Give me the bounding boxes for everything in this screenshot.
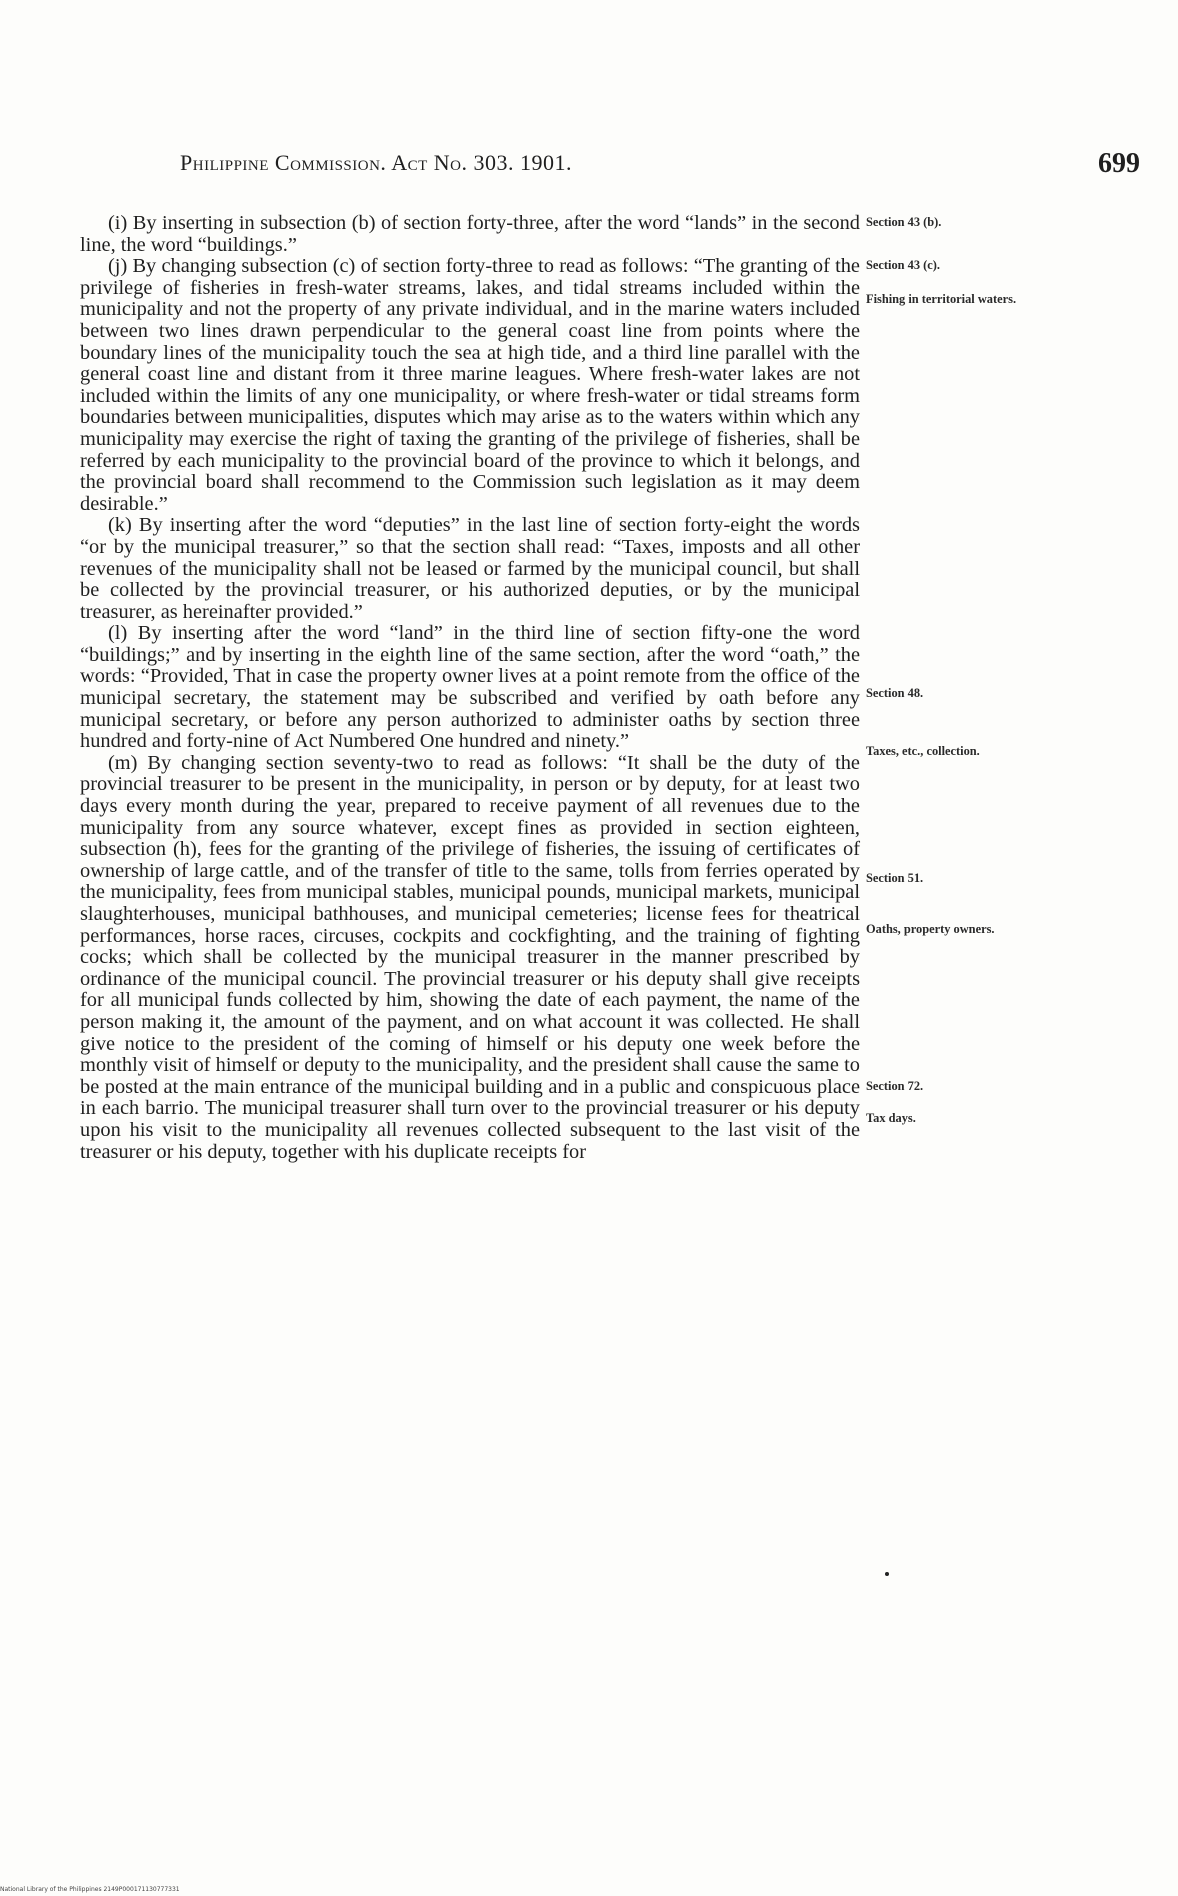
page-number: 699 <box>1098 148 1140 179</box>
footer-credit: National Library of the Philippines 2149P000171130777331 <box>0 1886 180 1893</box>
sidenote-section-48: Section 48. <box>866 686 924 700</box>
sidenote-oaths: Oaths, property owners. <box>866 922 995 936</box>
sidenote-section-72: Section 72. <box>866 1079 924 1093</box>
sidenote-taxes: Taxes, etc., collection. <box>866 744 980 758</box>
body-text <box>80 213 860 1163</box>
ink-dot <box>885 1572 889 1576</box>
page-header <box>180 150 1140 184</box>
sidenote-fishing: Fishing in territorial waters. <box>866 292 1017 306</box>
paragraph-i: (i) By inserting in subsection (b) of section forty-three, after the word “lands” in the second line, the word “buildings.” <box>80 212 860 256</box>
paragraph-k: (k) By inserting after the word “deputies” in the last line of section forty-eight the words “or by the municipal treasurer,” so that the section shall read: “Taxes, imposts and all other revenues of the municipality shall not be leased or farmed by the municipal council, but shall be collected by the provincial treasurer, or his authorized deputies, or by the municipal treasurer, as hereinafter provided.” <box>80 514 860 623</box>
paragraph-l: (l) By inserting after the word “land” in the third line of section fifty-one the word “buildings;” and by inserting in the eighth line of the same section, after the word “oath,” the words: “Provided, That in case the property owner lives at a point remote from the office of the municipal secretary, the statement may be subscribed and verified by oath before any municipal secretary, or before any person authorized to administer oaths by section three hundred and forty-nine of Act Numbered One hundred and ninety.” <box>80 622 860 753</box>
sidenote-section-43c: Section 43 (c). <box>866 258 940 272</box>
sidenote-section-51: Section 51. <box>866 871 924 885</box>
running-head: Philippine Commission. Act No. 303. 1901. <box>180 150 572 175</box>
paragraph-m: (m) By changing section seventy-two to read as follows: “It shall be the duty of the provincial treasurer to be present in the municipality, in person or by deputy, for at least two days every month during the year, prepared to receive payment of all revenues due to the municipality from any source whatever, except fines as provided in section eighteen, subsection (h), fees for the granting of the privilege of fisheries, the issuing of certificates of ownership of large cattle, and of the transfer of title to the same, tolls from ferries operated by the municipality, fees from municipal stables, municipal pounds, municipal markets, municipal slaughterhouses, municipal bathhouses, and municipal cemeteries; license fees for theatrical performances, horse races, circuses, cockpits and cockfighting, and the training of fighting cocks; which shall be collected by the municipal treasurer in the manner prescribed by ordinance of the municipal council. The provincial treasurer or his deputy shall give receipts for all municipal funds collected by him, showing the date of each payment, the name of the person making it, the amount of the payment, and on what account it was collected. He shall give notice to the president of the coming of himself or his deputy one week before the monthly visit of himself or deputy to the municipality, and the president shall cause the same to be posted at the main entrance of the municipal building and in a public and conspicuous place in each barrio. The municipal treasurer shall turn over to the provincial treasurer or his deputy upon his visit to the municipality all revenues collected subsequent to the last visit of the treasurer or his deputy, together with his duplicate receipts for <box>80 751 860 1163</box>
sidenote-section-43b: Section 43 (b). <box>866 215 942 229</box>
sidenote-tax-days: Tax days. <box>866 1111 916 1125</box>
paragraph-j: (j) By changing subsection (c) of section forty-three to read as follows: “The granting of the privilege of fisheries in fresh-water streams, lakes, and tidal streams included within the municipality and not the property of any private individual, and in the marine waters included between two lines drawn perpendicular to the general coast line from points where the boundary lines of the municipality touch the sea at high tide, and a third line parallel with the general coast line and distant from it three marine leagues. Where fresh-water lakes are not included within the limits of any one municipality, or where fresh-water or tidal streams form boundaries between municipalities, disputes which may arise as to the waters within which any municipality may exercise the right of taxing the granting of the privilege of fisheries, shall be referred by each municipality to the provincial board of the province to which it belongs, and the provincial board shall recommend to the Commission such legislation as it may deem desirable.” <box>80 255 860 515</box>
